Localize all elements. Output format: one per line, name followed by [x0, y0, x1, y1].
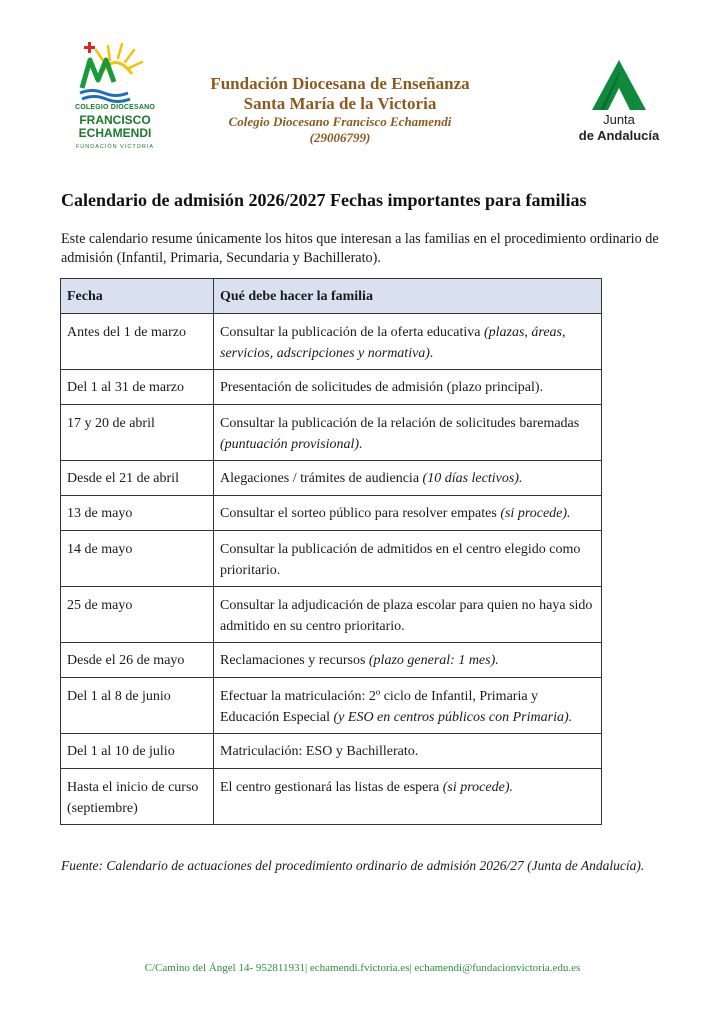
row-action-text: Alegaciones / trámites de audiencia	[220, 471, 423, 486]
table-row	[61, 734, 602, 769]
row-action	[214, 531, 602, 587]
row-action-text: Consultar la adjudicación de plaza escolar para quien no haya sido admitido en su centro prioritario.	[220, 598, 593, 634]
source-note: Fuente: Calendario de actuaciones del procedimiento ordinario de admisión 2026/27 (Junta de Andalucía).	[61, 858, 645, 873]
table-row	[61, 496, 602, 531]
row-action	[214, 678, 602, 734]
table-row	[61, 314, 602, 370]
junta-logo-line1: Junta	[603, 112, 635, 127]
school-logo	[70, 38, 160, 158]
school-code: (29006799)	[309, 130, 371, 145]
row-action-text: Consultar el sorteo público para resolver empates	[220, 506, 501, 521]
page-title: Calendario de admisión 2026/2027 Fechas importantes para familias	[61, 190, 587, 210]
row-action	[214, 734, 602, 769]
row-date: 25 de mayo	[61, 587, 214, 643]
row-date: Del 1 al 8 de junio	[61, 678, 214, 734]
row-action-text: El centro gestionará las listas de espera	[220, 780, 443, 795]
junta-logo-line2: de Andalucía	[578, 128, 660, 143]
column-header-action: Qué debe hacer la familia	[214, 279, 602, 314]
row-action-text: Consultar la publicación de la relación de solicitudes baremadas	[220, 416, 580, 431]
row-action	[214, 314, 602, 370]
page-header	[0, 0, 725, 170]
row-date: Del 1 al 31 de marzo	[61, 370, 214, 405]
column-header-date: Fecha	[61, 279, 214, 314]
row-action	[214, 370, 602, 405]
row-action-note: (puntuación provisional).	[220, 437, 363, 452]
row-date: Del 1 al 10 de julio	[61, 734, 214, 769]
row-action-text: Reclamaciones y recursos	[220, 653, 369, 668]
school-name: Colegio Diocesano Francisco Echamendi	[228, 114, 452, 129]
table-row	[61, 405, 602, 461]
foundation-name: Fundación Diocesana de Enseñanza	[210, 74, 470, 93]
row-action-note: (plazo general: 1 mes).	[368, 653, 499, 668]
row-action-text: Matriculación: ESO y Bachillerato.	[220, 744, 419, 759]
row-date: 14 de mayo	[61, 531, 214, 587]
junta-emblem-icon	[574, 58, 664, 112]
row-action	[214, 643, 602, 678]
table-row	[61, 678, 602, 734]
row-date: Hasta el inicio de curso (septiembre)	[61, 769, 214, 825]
foundation-subname: Santa María de la Victoria	[243, 94, 437, 113]
row-action-note: (si procede).	[442, 780, 513, 795]
table-header-row	[61, 279, 602, 314]
row-action	[214, 405, 602, 461]
row-action-note: (y ESO en centros públicos con Primaria).	[333, 710, 573, 725]
school-logo-line1: COLEGIO DIOCESANO	[74, 104, 156, 111]
row-action	[214, 587, 602, 643]
table-row	[61, 643, 602, 678]
row-action	[214, 769, 602, 825]
row-action-text: Presentación de solicitudes de admisión (plazo principal).	[220, 380, 544, 395]
row-action-text: Efectuar la matriculación: 2º ciclo de Infantil, Primaria y Educación Especial	[220, 689, 539, 725]
row-action	[214, 461, 602, 496]
calendar-table	[60, 278, 602, 825]
page-footer: C/Camino del Ángel 14- 952811931| echamendi.fvictoria.es| echamendi@fundacionvictoria.edu.es	[144, 962, 581, 974]
table-row	[61, 370, 602, 405]
intro-paragraph: Este calendario resume únicamente los hitos que interesan a las familias en el procedimiento ordinario de admisión (Infantil, Primaria, Secundaria y Bachillerato).	[61, 231, 659, 266]
table-row	[61, 531, 602, 587]
table-row	[61, 769, 602, 825]
row-date: 13 de mayo	[61, 496, 214, 531]
school-logo-line4: FUNDACIÓN VICTORIA	[75, 144, 155, 150]
row-date: Desde el 26 de mayo	[61, 643, 214, 678]
table-row	[61, 587, 602, 643]
row-action	[214, 496, 602, 531]
school-logo-line3: ECHAMENDI	[78, 126, 152, 140]
school-emblem-icon	[70, 38, 160, 104]
row-action-text: Consultar la publicación de la oferta educativa	[220, 325, 484, 340]
row-action-text: Consultar la publicación de admitidos en el centro elegido como prioritario.	[220, 542, 581, 578]
row-action-note: (10 días lectivos).	[422, 471, 523, 486]
school-logo-line2: FRANCISCO	[79, 113, 151, 127]
row-date: Antes del 1 de marzo	[61, 314, 214, 370]
row-date: 17 y 20 de abril	[61, 405, 214, 461]
row-date: Desde el 21 de abril	[61, 461, 214, 496]
foundation-block	[200, 74, 480, 146]
row-action-note: (plazas, áreas, servicios, adscripciones y normativa).	[220, 325, 566, 361]
row-action-note: (si procede).	[500, 506, 571, 521]
table-row	[61, 461, 602, 496]
junta-logo	[574, 58, 664, 153]
